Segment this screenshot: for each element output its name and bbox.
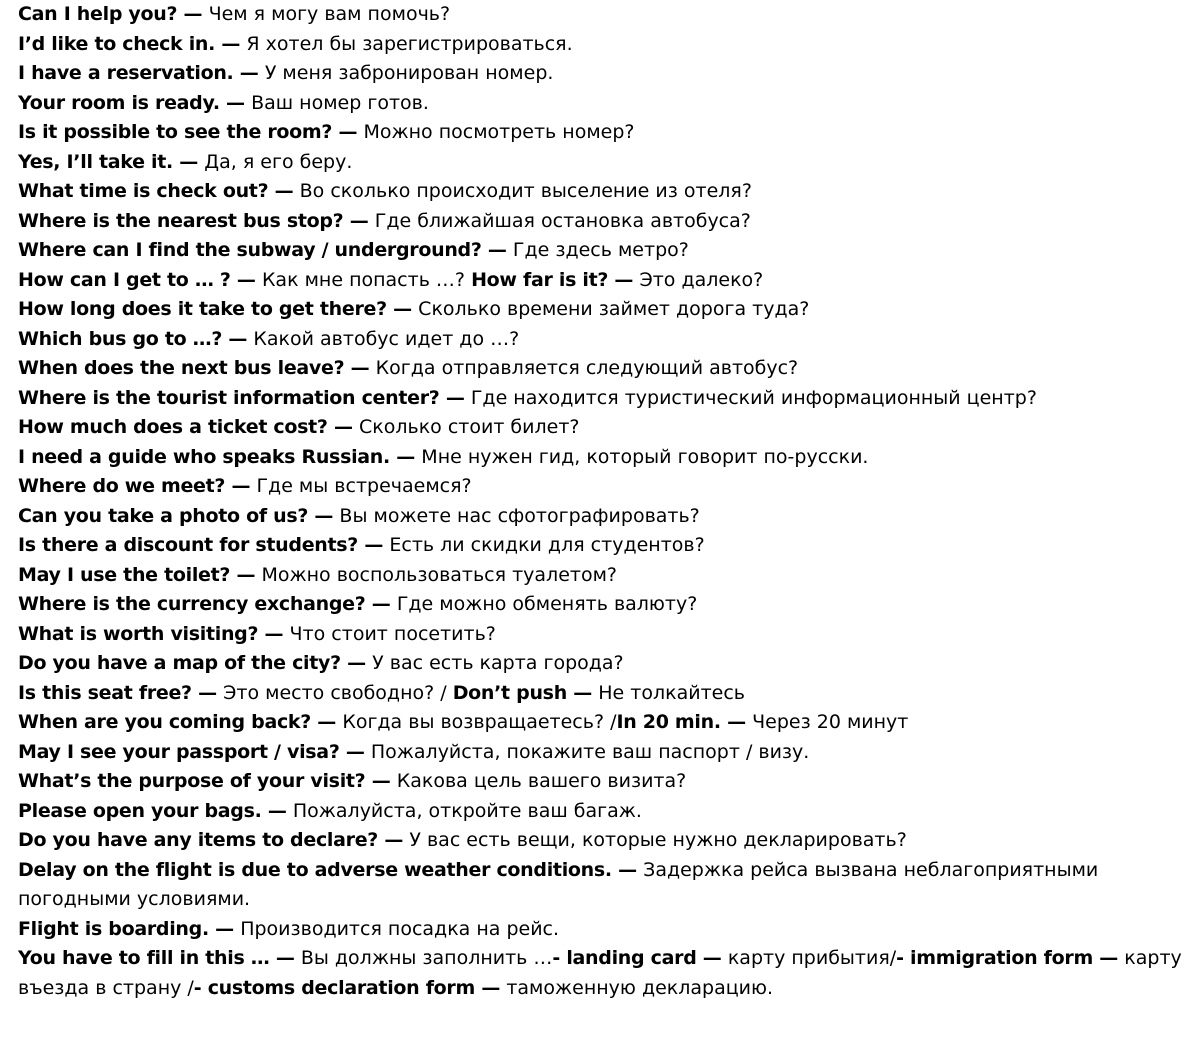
- russian-translation: карту прибытия/: [727, 947, 897, 969]
- english-phrase: Flight is boarding. —: [18, 917, 241, 940]
- russian-translation: Пожалуйста, откройте ваш багаж.: [292, 799, 642, 822]
- russian-translation: Во сколько происходит выселение из отеля?: [299, 180, 752, 202]
- phrase-line: [18, 384, 1188, 414]
- english-phrase: Don’t push —: [452, 681, 599, 704]
- english-phrase: Yes, I’ll take it. —: [18, 150, 205, 173]
- russian-translation: Где мы встречаемся?: [256, 475, 472, 497]
- russian-translation: Я хотел бы зарегистрироваться.: [246, 32, 573, 55]
- russian-translation: Сколько времени займет дорога туда?: [418, 298, 810, 320]
- russian-translation: Это далеко?: [639, 268, 764, 291]
- russian-translation: Где находится туристический информационный центр?: [470, 386, 1037, 409]
- russian-translation: Что стоит посетить?: [289, 622, 496, 645]
- russian-translation: У вас есть вещи, которые нужно декларировать?: [409, 829, 907, 851]
- phrase-line: [18, 266, 1188, 296]
- phrase-line: [18, 797, 1188, 827]
- english-phrase: May I see your passport / visa? —: [18, 740, 371, 763]
- english-phrase: When are you coming back? —: [18, 711, 343, 733]
- english-phrase: Where do we meet? —: [18, 475, 257, 497]
- english-phrase: Please open your bags. —: [18, 799, 293, 822]
- phrase-line: [18, 413, 1188, 443]
- russian-translation: Где можно обменять валюту?: [396, 593, 698, 615]
- russian-translation: Сколько стоит билет?: [358, 416, 580, 438]
- english-phrase: Where can I find the subway / underground? —: [18, 239, 513, 261]
- russian-translation: таможенную декларацию.: [506, 976, 774, 999]
- russian-translation: карту въезда в страну /: [18, 947, 1182, 999]
- phrase-line: [18, 502, 1188, 532]
- english-phrase: Where is the nearest bus stop? —: [18, 209, 375, 232]
- english-phrase: Is it possible to see the room? —: [18, 121, 364, 143]
- russian-translation: Где ближайшая остановка автобуса?: [374, 209, 751, 232]
- english-phrase: Where is the tourist information center? —: [18, 386, 471, 409]
- phrase-line: [18, 59, 1188, 89]
- phrase-line: [18, 620, 1188, 650]
- english-phrase: I’d like to check in. —: [18, 32, 247, 55]
- english-phrase: I have a reservation. —: [18, 62, 265, 84]
- phrase-line: [18, 443, 1188, 473]
- phrase-line: [18, 708, 1188, 738]
- russian-translation: Ваш номер готов.: [251, 91, 429, 114]
- russian-translation: Можно воспользоваться туалетом?: [261, 563, 617, 586]
- russian-translation: Какова цель вашего визита?: [396, 770, 687, 792]
- russian-translation: Пожалуйста, покажите ваш паспорт / визу.: [370, 740, 810, 763]
- phrase-line: [18, 118, 1188, 148]
- russian-translation: Какой автобус идет до …?: [253, 327, 520, 350]
- russian-translation: Да, я его беру.: [204, 150, 353, 173]
- russian-translation: Мне нужен гид, который говорит по-русски.: [421, 445, 869, 468]
- phrase-line: [18, 325, 1188, 355]
- phrase-line: [18, 531, 1188, 561]
- english-phrase: You have to fill in this … —: [18, 947, 301, 969]
- english-phrase: Which bus go to …? —: [18, 327, 254, 350]
- phrase-line: [18, 89, 1188, 119]
- english-phrase: Do you have any items to declare? —: [18, 829, 410, 851]
- english-phrase: - immigration form —: [896, 947, 1125, 969]
- russian-translation: Не толкайтесь: [598, 681, 745, 704]
- phrase-line: [18, 649, 1188, 679]
- phrase-line: [18, 177, 1188, 207]
- phrase-line: [18, 354, 1188, 384]
- english-phrase: Is this seat free? —: [18, 681, 224, 704]
- russian-translation: Когда отправляется следующий автобус?: [375, 357, 799, 379]
- russian-translation: Это место свободно? /: [223, 681, 453, 704]
- english-phrase: I need a guide who speaks Russian. —: [18, 445, 422, 468]
- english-phrase: Delay on the flight is due to adverse weather conditions. —: [18, 858, 644, 881]
- english-phrase: How much does a ticket cost? —: [18, 416, 359, 438]
- russian-translation: У меня забронирован номер.: [264, 62, 554, 84]
- english-phrase: How can I get to … ? —: [18, 268, 262, 291]
- english-phrase: How long does it take to get there? —: [18, 298, 419, 320]
- english-phrase: - customs declaration form —: [193, 976, 507, 999]
- russian-translation: Как мне попасть …?: [261, 268, 472, 291]
- english-phrase: Can you take a photo of us? —: [18, 504, 340, 527]
- english-phrase: Can I help you? —: [18, 3, 209, 25]
- phrase-line: [18, 590, 1188, 620]
- phrase-line: [18, 148, 1188, 178]
- english-phrase: Is there a discount for students? —: [18, 534, 390, 556]
- english-phrase: What time is check out? —: [18, 180, 300, 202]
- russian-translation: Вы должны заполнить …: [300, 947, 553, 969]
- phrase-line: [18, 679, 1188, 709]
- russian-translation: Есть ли скидки для студентов?: [389, 534, 705, 556]
- english-phrase: May I use the toilet? —: [18, 563, 262, 586]
- phrase-line: [18, 944, 1188, 1003]
- english-phrase: Do you have a map of the city? —: [18, 652, 373, 674]
- english-phrase: When does the next bus leave? —: [18, 357, 376, 379]
- english-phrase: What’s the purpose of your visit? —: [18, 770, 397, 792]
- phrase-line: [18, 207, 1188, 237]
- phrase-line: [18, 30, 1188, 60]
- phrase-line: [18, 236, 1188, 266]
- russian-translation: Вы можете нас сфотографировать?: [339, 504, 700, 527]
- english-phrase: In 20 min. —: [616, 711, 753, 733]
- english-phrase: Your room is ready. —: [18, 91, 252, 114]
- phrase-line: [18, 738, 1188, 768]
- phrase-line: [18, 472, 1188, 502]
- russian-translation: Чем я могу вам помочь?: [208, 3, 451, 25]
- phrase-line: [18, 0, 1188, 30]
- russian-translation: Через 20 минут: [752, 711, 909, 733]
- phrase-line: [18, 561, 1188, 591]
- phrase-line: [18, 295, 1188, 325]
- phrase-line: [18, 856, 1188, 915]
- phrase-line: [18, 767, 1188, 797]
- phrase-list: [18, 0, 1188, 1003]
- russian-translation: Задержка рейса вызвана неблагоприятными погодными условиями.: [18, 858, 1099, 910]
- phrase-line: [18, 915, 1188, 945]
- russian-translation: Где здесь метро?: [512, 239, 689, 261]
- english-phrase: - landing card —: [552, 947, 728, 969]
- phrase-line: [18, 826, 1188, 856]
- russian-translation: Можно посмотреть номер?: [363, 121, 635, 143]
- english-phrase: What is worth visiting? —: [18, 622, 290, 645]
- english-phrase: Where is the currency exchange? —: [18, 593, 397, 615]
- russian-translation: Когда вы возвращаетесь? /: [342, 711, 617, 733]
- russian-translation: Производится посадка на рейс.: [240, 917, 560, 940]
- english-phrase: How far is it? —: [471, 268, 640, 291]
- russian-translation: У вас есть карта города?: [372, 652, 624, 674]
